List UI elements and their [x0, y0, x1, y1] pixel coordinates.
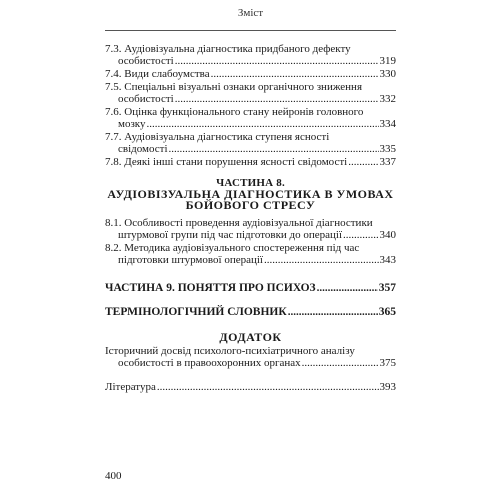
toc-entry-text: підготовки штурмової операції: [118, 254, 263, 266]
toc-entry-7-6[interactable]: [105, 106, 396, 130]
toc-entry-text: ТЕРМІНОЛОГІЧНИЙ СЛОВНИК: [105, 306, 287, 318]
page-ref: 393: [379, 381, 396, 393]
toc-entry-text: Література: [105, 381, 156, 393]
toc-entry-7-7[interactable]: [105, 131, 396, 155]
page-ref: 319: [379, 55, 396, 67]
appendix-heading: ДОДАТОК: [219, 330, 282, 344]
dot-leader: [288, 306, 378, 318]
toc-entry-text: 7.3. Аудіовізуальна діагностика придбаного дефекту: [105, 43, 351, 55]
toc-entry-7-5[interactable]: [105, 81, 396, 105]
running-head: Зміст: [237, 7, 264, 19]
table-of-contents: [105, 43, 396, 393]
dot-leader: [147, 118, 379, 130]
dot-leader: [317, 282, 378, 294]
toc-entry-text: особистості: [118, 93, 174, 105]
toc-entry-text: Історичний досвід психолого-психіатричного аналізу: [105, 345, 355, 357]
page-ref: 335: [379, 143, 396, 155]
header-rule: [105, 30, 396, 31]
toc-entry-7-8[interactable]: [105, 156, 396, 168]
dot-leader: [157, 381, 379, 393]
toc-entry-glossary[interactable]: [105, 306, 396, 318]
page-number: 400: [105, 470, 122, 482]
toc-entry-text: особистості в правоохоронних органах: [118, 357, 301, 369]
dot-leader: [343, 229, 378, 241]
toc-entry-text: особистості: [118, 55, 174, 67]
dot-leader: [264, 254, 379, 266]
toc-entry-text: 7.5. Спеціальні візуальні ознаки органічного зниження: [105, 81, 363, 93]
page-ref: 375: [379, 357, 396, 369]
dot-leader: [175, 55, 379, 67]
dot-leader: [302, 357, 379, 369]
toc-entry-text: штурмової групи під час підготовки до операції: [118, 229, 343, 241]
page-ref: 330: [379, 68, 396, 80]
toc-entry-8-1[interactable]: [105, 217, 396, 241]
dot-leader: [175, 93, 379, 105]
toc-entry-text: мозку: [118, 118, 146, 130]
toc-entry-text: 7.7. Аудіовізуальна діагностика ступеня ясності: [105, 131, 330, 143]
toc-entry-text: 7.6. Оцінка функціонального стану нейронів головного: [105, 106, 364, 118]
page-ref: 343: [379, 254, 396, 266]
part-8-title-line: БОЙОВОГО СТРЕСУ: [185, 198, 316, 212]
toc-entry-text: свідомості: [118, 143, 168, 155]
toc-entry-text: 7.8. Деякі інші стани порушення ясності свідомості: [105, 156, 348, 168]
page-ref: 357: [378, 282, 396, 294]
dot-leader: [211, 68, 379, 80]
page-ref: 337: [379, 156, 396, 168]
part-8-title-line: АУДІОВІЗУАЛЬНА ДІАГНОСТИКА В УМОВАХ: [107, 187, 394, 201]
toc-entry-text: ЧАСТИНА 9. ПОНЯТТЯ ПРО ПСИХОЗ: [105, 282, 316, 294]
dot-leader: [348, 156, 378, 168]
toc-entry-8-2[interactable]: [105, 242, 396, 266]
page-ref: 332: [379, 93, 396, 105]
toc-entry-7-3[interactable]: [105, 43, 396, 67]
toc-entry-text: 8.2. Методика аудіовізуального спостереження під час: [105, 242, 360, 254]
toc-entry-part-9[interactable]: [105, 282, 396, 294]
toc-entry-7-4[interactable]: [105, 68, 396, 80]
part-8-heading[interactable]: [105, 178, 396, 211]
page-ref: 340: [379, 229, 396, 241]
toc-entry-literature[interactable]: [105, 381, 396, 393]
toc-entry-text: 7.4. Види слабоумства: [105, 68, 210, 80]
toc-entry-appendix[interactable]: [105, 345, 396, 369]
toc-entry-text: 8.1. Особливості проведення аудіовізуальної діагностики: [105, 217, 373, 229]
dot-leader: [169, 143, 379, 155]
page-ref: 365: [378, 306, 396, 318]
part-8-label: ЧАСТИНА 8.: [216, 177, 285, 189]
page-ref: 334: [379, 118, 396, 130]
